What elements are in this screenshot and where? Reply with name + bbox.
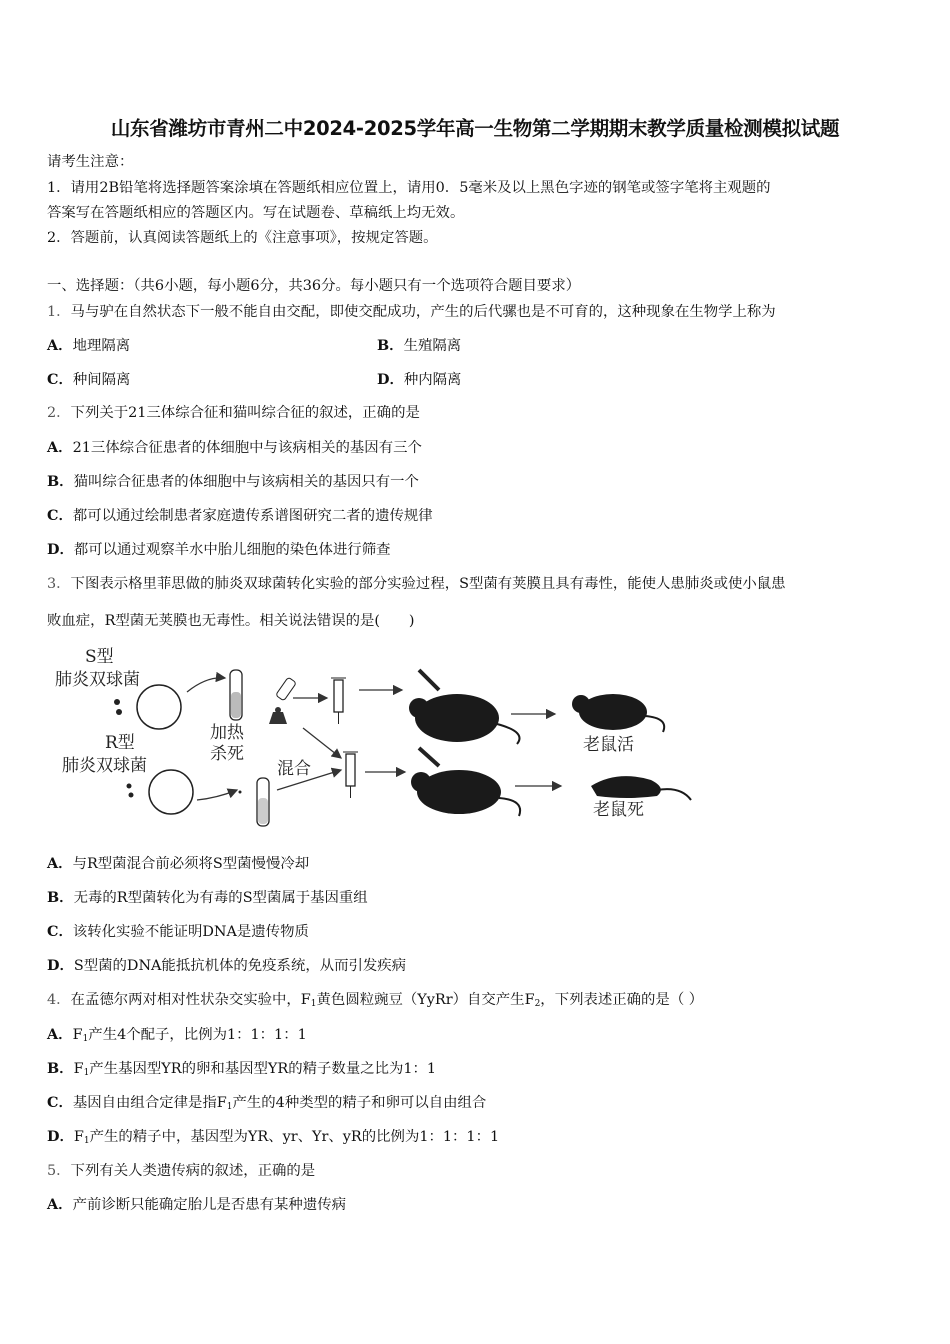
subscript: 2 bbox=[534, 999, 541, 1009]
option-text: S型菌的DNA能抵抗机体的免疫系统，从而引发疾病 bbox=[73, 958, 407, 974]
mouse-icon bbox=[415, 694, 499, 742]
heat-label-2: 杀死 bbox=[210, 744, 244, 764]
dead-mouse-icon bbox=[591, 776, 661, 798]
option-label: C． bbox=[47, 371, 73, 388]
option-text: 21三体综合征患者的体细胞中与该病相关的基因有三个 bbox=[72, 440, 422, 456]
question-number: 2． bbox=[47, 405, 71, 421]
option-text: 猫叫综合征患者的体细胞中与该病相关的基因只有一个 bbox=[73, 474, 419, 490]
option-label: B． bbox=[47, 889, 74, 906]
option-text: 产生的4种类型的精子和卵可以自由组合 bbox=[232, 1095, 487, 1111]
q1-option-a[interactable] bbox=[47, 336, 130, 356]
q5-option-a[interactable] bbox=[47, 1195, 346, 1215]
pipette-icon bbox=[276, 677, 297, 701]
option-text: 生殖隔离 bbox=[403, 338, 462, 354]
option-label: B． bbox=[377, 337, 404, 354]
question-4-stem bbox=[47, 990, 703, 1014]
option-label: D． bbox=[47, 957, 74, 974]
r-type-label-1: R型 bbox=[105, 733, 135, 753]
r-type-label-2: 肺炎双球菌 bbox=[62, 756, 147, 776]
griffith-experiment-figure bbox=[47, 640, 707, 830]
option-label: D． bbox=[377, 371, 404, 388]
q1-option-b[interactable] bbox=[377, 336, 461, 356]
test-tube-liquid bbox=[258, 798, 268, 824]
option-text: 地理隔离 bbox=[72, 338, 131, 354]
option-label: A． bbox=[47, 439, 73, 456]
option-text: 与R型菌混合前必须将S型菌慢慢冷却 bbox=[72, 856, 310, 872]
arrow bbox=[187, 678, 225, 692]
q2-option-c[interactable] bbox=[47, 506, 433, 526]
question-3-stem-line1 bbox=[47, 574, 786, 594]
option-text: 该转化实验不能证明DNA是遗传物质 bbox=[72, 924, 309, 940]
notice-heading: 请考生注意： bbox=[47, 154, 134, 170]
question-text: 下列关于21三体综合征和猫叫综合征的叙述，正确的是 bbox=[70, 405, 420, 421]
injection-syringe-icon bbox=[419, 748, 439, 766]
option-label: A． bbox=[47, 1196, 73, 1213]
subscript: 1 bbox=[83, 1068, 90, 1078]
q3-option-c[interactable] bbox=[47, 922, 309, 942]
question-text: 下图表示格里菲思做的肺炎双球菌转化实验的部分实验过程，S型菌有荚膜且具有毒性，能使人患肺炎或使小鼠患 bbox=[70, 576, 786, 592]
subscript: 1 bbox=[226, 1102, 233, 1112]
option-label: D． bbox=[47, 1128, 74, 1145]
q2-option-a[interactable] bbox=[47, 438, 422, 458]
notice-item-2: 2．答题前，认真阅读答题纸上的《注意事项》，按规定答题。 bbox=[47, 230, 438, 246]
notice-item-1a: 1．请用2B铅笔将选择题答案涂填在答题纸相应位置上，请用0．5毫米及以上黑色字迹的钢笔或签字笔将主观题的 bbox=[47, 180, 771, 196]
q4-option-d[interactable] bbox=[47, 1127, 499, 1151]
alive-mouse-icon bbox=[579, 694, 647, 730]
option-text: F bbox=[72, 1027, 83, 1043]
s-type-label-2: 肺炎双球菌 bbox=[55, 670, 140, 690]
q1-option-d[interactable] bbox=[377, 370, 461, 390]
question-number: 5． bbox=[47, 1163, 71, 1179]
syringe-icon bbox=[334, 680, 343, 712]
option-text: 产生4个配子，比例为1：1：1：1 bbox=[88, 1027, 307, 1043]
option-label: A． bbox=[47, 1026, 73, 1043]
option-text: 无毒的R型菌转化为有毒的S型菌属于基因重组 bbox=[73, 890, 368, 906]
q4-option-c[interactable] bbox=[47, 1093, 486, 1117]
syringe-icon bbox=[346, 754, 355, 786]
option-text: 基因自由组合定律是指F bbox=[72, 1095, 227, 1111]
s-bacterium-dot bbox=[114, 699, 120, 705]
mouse-head bbox=[411, 772, 431, 792]
option-label: A． bbox=[47, 337, 73, 354]
option-label: D． bbox=[47, 541, 74, 558]
question-text: 在孟德尔两对相对性状杂交实验中，F bbox=[70, 992, 311, 1008]
option-label: A． bbox=[47, 855, 73, 872]
question-number: 4． bbox=[47, 992, 71, 1008]
mouse-tail bbox=[497, 724, 520, 744]
option-text: 种间隔离 bbox=[72, 372, 131, 388]
question-2-stem bbox=[47, 403, 420, 423]
q2-option-b[interactable] bbox=[47, 472, 419, 492]
option-text: 产生基因型YR的卵和基因型YR的精子数量之比为1：1 bbox=[89, 1061, 437, 1077]
section-heading: 一、选择题：（共6小题，每小题6分，共36分。每小题只有一个选项符合题目要求） bbox=[47, 278, 581, 294]
option-label: C． bbox=[47, 923, 73, 940]
r-culture-dish bbox=[149, 770, 193, 814]
r-bacterium-dot bbox=[127, 784, 132, 789]
bacterium-dot bbox=[239, 791, 242, 794]
heat-label-1: 加热 bbox=[210, 723, 244, 743]
arrow bbox=[303, 728, 341, 758]
q3-option-a[interactable] bbox=[47, 854, 309, 874]
option-label: B． bbox=[47, 1060, 74, 1077]
option-label: C． bbox=[47, 507, 73, 524]
mouse-tail bbox=[499, 798, 520, 816]
question-3-stem-line2: 败血症，R型菌无荚膜也无毒性。相关说法错误的是( ) bbox=[47, 613, 415, 629]
s-culture-dish bbox=[137, 685, 181, 729]
mouse-head bbox=[572, 695, 590, 713]
option-text: 都可以通过观察羊水中胎儿细胞的染色体进行筛查 bbox=[73, 542, 391, 558]
question-1-stem bbox=[47, 302, 776, 322]
question-text: 下列有关人类遗传病的叙述，正确的是 bbox=[70, 1163, 316, 1179]
question-5-stem bbox=[47, 1161, 315, 1181]
q3-option-d[interactable] bbox=[47, 956, 406, 976]
option-label: B． bbox=[47, 473, 74, 490]
subscript: 1 bbox=[82, 1034, 89, 1044]
question-number: 1． bbox=[47, 304, 71, 320]
mouse-tail bbox=[645, 716, 664, 732]
subscript: 1 bbox=[83, 1136, 90, 1146]
q4-option-a[interactable] bbox=[47, 1025, 307, 1049]
mouse-alive-label: 老鼠活 bbox=[583, 735, 634, 755]
injection-syringe-icon bbox=[419, 670, 439, 690]
question-number: 3． bbox=[47, 576, 71, 592]
option-text: 产生的精子中，基因型为YR、yr、Yr、yR的比例为1：1：1：1 bbox=[89, 1129, 500, 1145]
arrow bbox=[197, 790, 237, 800]
test-tube-liquid bbox=[231, 692, 241, 718]
s-bacterium-dot bbox=[116, 709, 122, 715]
s-type-label-1: S型 bbox=[85, 647, 114, 667]
q1-option-c[interactable] bbox=[47, 370, 130, 390]
question-text: ，下列表述正确的是（ ） bbox=[540, 992, 704, 1008]
q3-option-b[interactable] bbox=[47, 888, 368, 908]
option-text: 种内隔离 bbox=[403, 372, 462, 388]
subscript: 1 bbox=[310, 999, 317, 1009]
q2-option-d[interactable] bbox=[47, 540, 390, 560]
option-label: C． bbox=[47, 1094, 73, 1111]
option-text: F bbox=[73, 1061, 84, 1077]
mouse-tail bbox=[657, 789, 691, 800]
r-bacterium-dot bbox=[129, 793, 134, 798]
page-title: 山东省潍坊市青州二中2024-2025学年高一生物第二学期期末教学质量检测模拟试题 bbox=[110, 117, 840, 140]
mouse-icon bbox=[417, 770, 501, 814]
flame-icon bbox=[275, 707, 281, 713]
mouse-head bbox=[409, 698, 429, 718]
option-text: 都可以通过绘制患者家庭遗传系谱图研究二者的遗传规律 bbox=[72, 508, 433, 524]
burner-icon bbox=[269, 712, 287, 724]
question-text: 黄色圆粒豌豆（YyRr）自交产生F bbox=[316, 992, 535, 1008]
option-text: F bbox=[73, 1129, 84, 1145]
mix-label: 混合 bbox=[277, 759, 311, 779]
notice-item-1b: 答案写在答题纸相应的答题区内。写在试题卷、草稿纸上均无效。 bbox=[47, 205, 465, 221]
q4-option-b[interactable] bbox=[47, 1059, 436, 1083]
mouse-dead-label: 老鼠死 bbox=[593, 800, 644, 820]
question-text: 马与驴在自然状态下一般不能自由交配，即使交配成功，产生的后代骡也是不可育的，这种现象在生物学上称为 bbox=[70, 304, 776, 320]
option-text: 产前诊断只能确定胎儿是否患有某种遗传病 bbox=[72, 1197, 346, 1213]
